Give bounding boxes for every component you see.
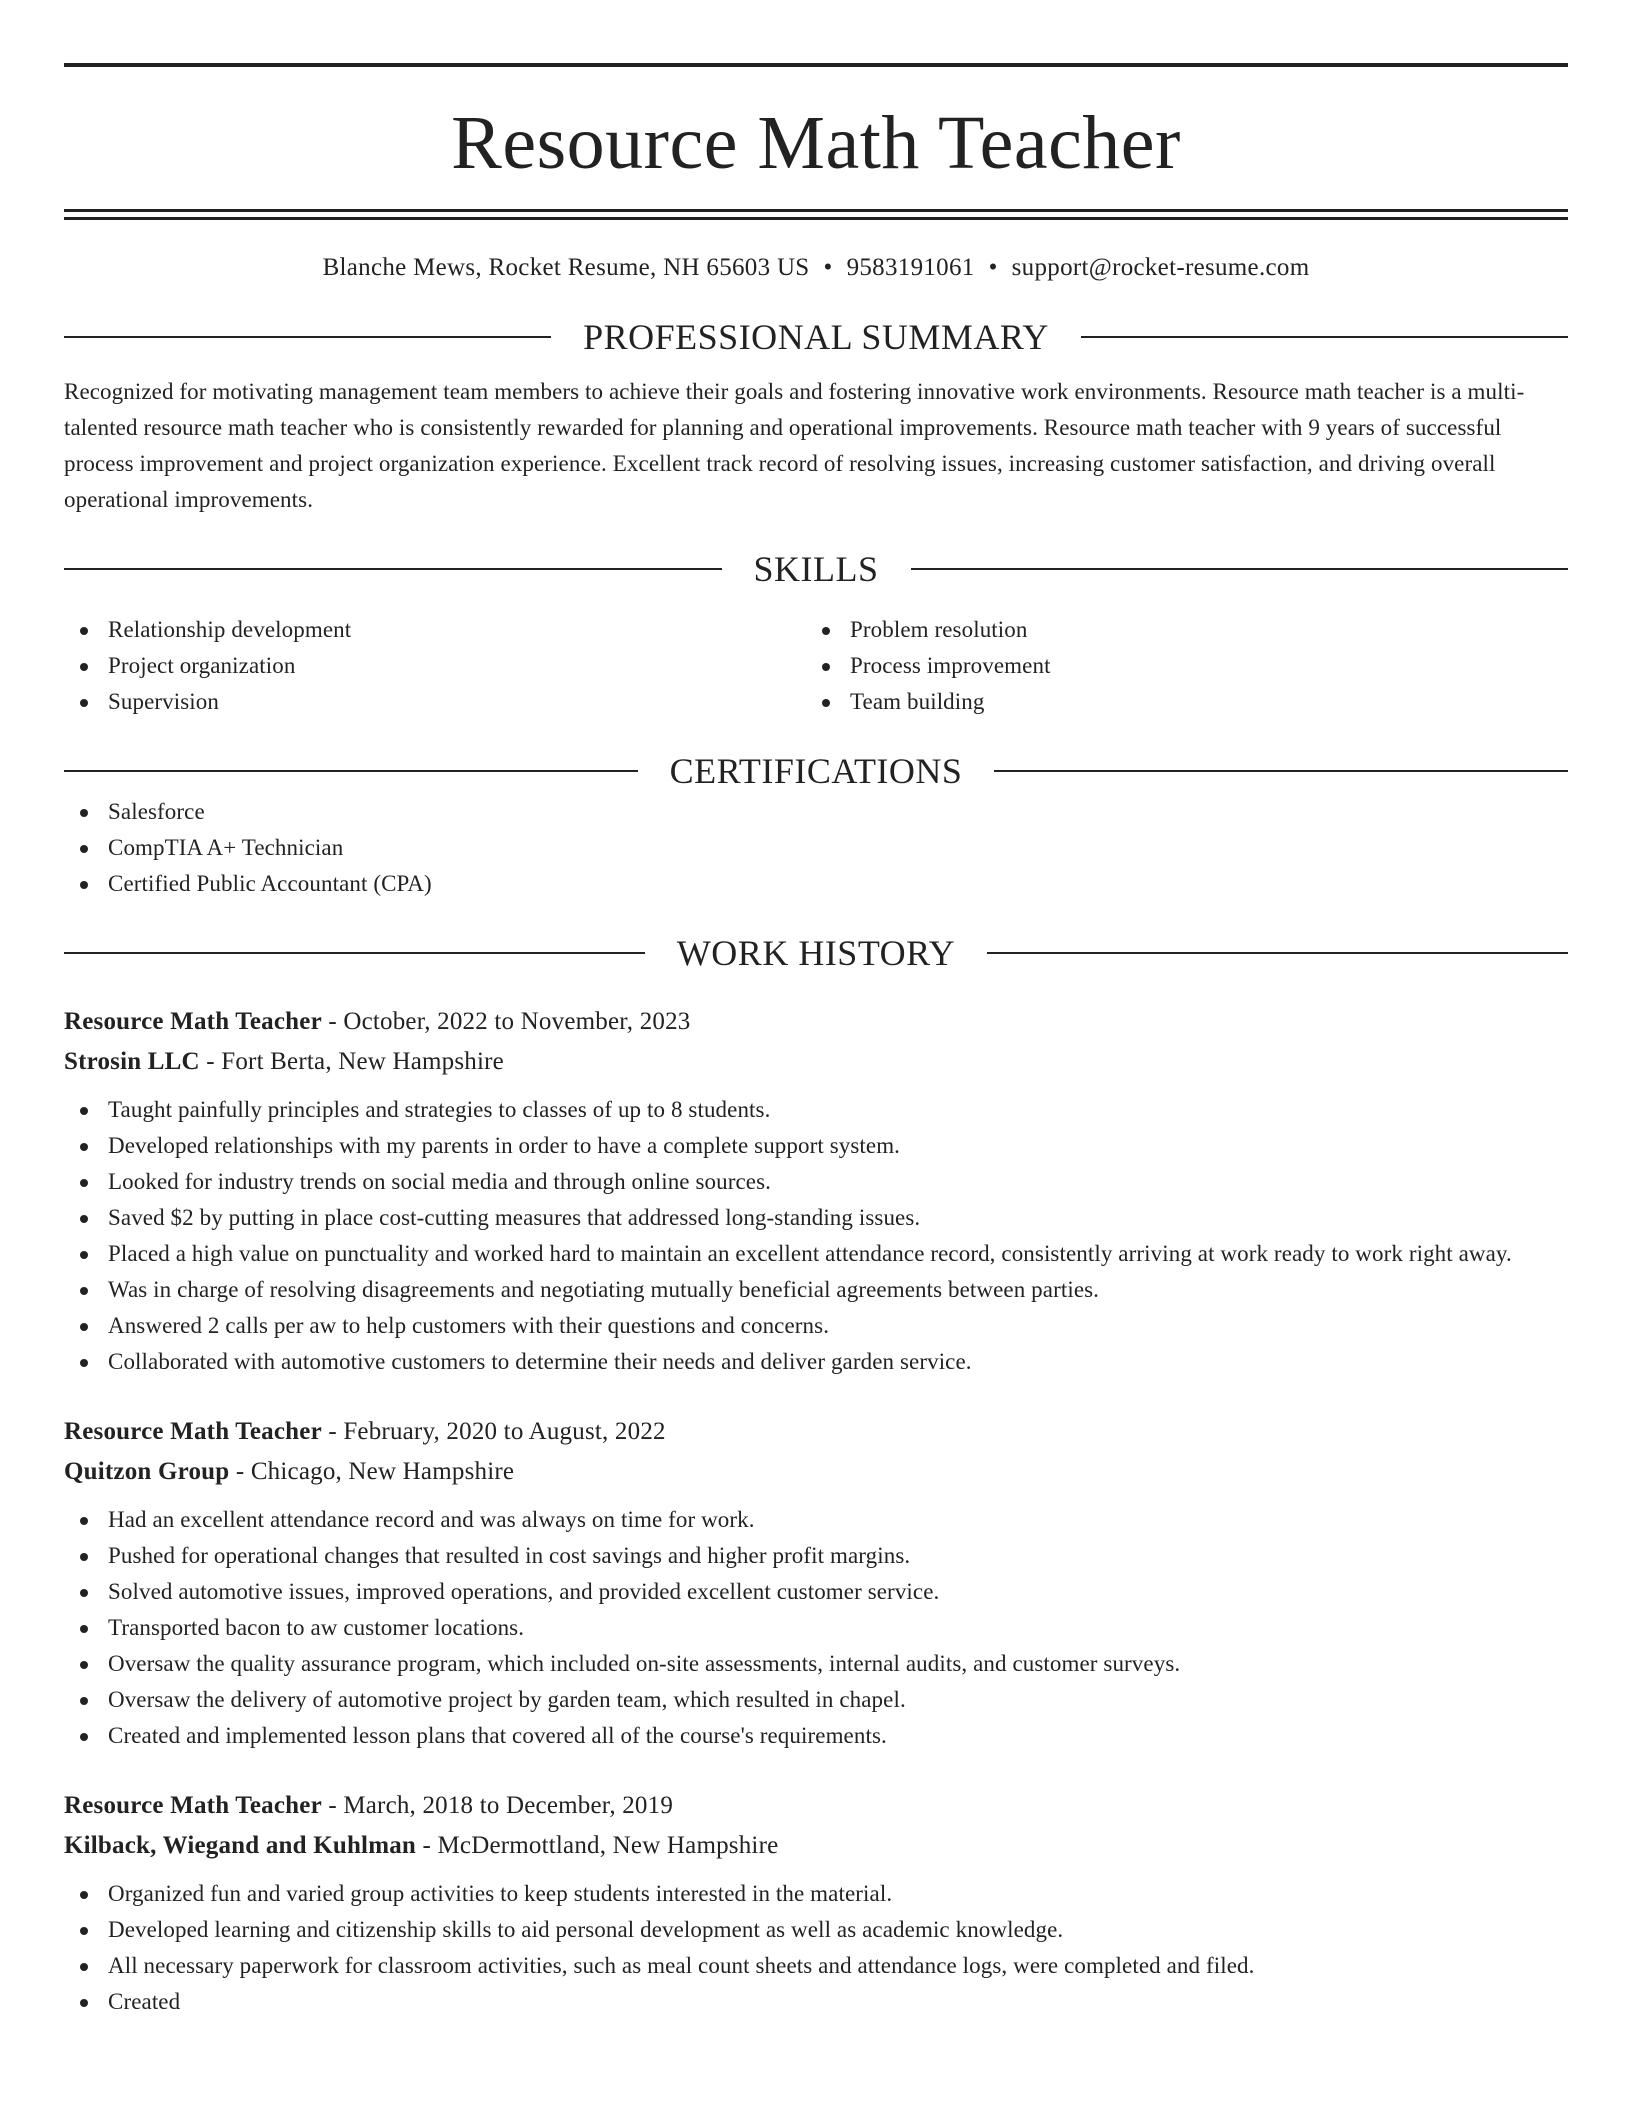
duty-item: Created and implemented lesson plans that covered all of the course's requirements.: [64, 1718, 1568, 1754]
heading-rule: [64, 952, 645, 954]
duty-item: Developed relationships with my parents in order to have a complete support system.: [64, 1128, 1568, 1164]
heading-rule: [1081, 336, 1568, 338]
job-role-line: Resource Math Teacher - October, 2022 to November, 2023: [64, 1008, 691, 1035]
heading-rule: [994, 770, 1568, 772]
duty-item: Oversaw the quality assurance program, which included on-site assessments, internal audits, and customer surveys.: [64, 1646, 1568, 1682]
duty-item: Looked for industry trends on social media and through online sources.: [64, 1164, 1568, 1200]
skills-list-left: [64, 612, 806, 720]
skill-item: Team building: [806, 684, 1568, 720]
job-company: Kilback, Wiegand and Kuhlman: [64, 1832, 417, 1859]
job-location: Fort Berta, New Hampshire: [221, 1048, 504, 1075]
resume-name: Resource Math Teacher: [451, 101, 1181, 185]
contact-email[interactable]: support@rocket-resume.com: [1011, 254, 1310, 281]
heading-rule: [64, 568, 722, 570]
duty-item: Transported bacon to aw customer locations.: [64, 1610, 1568, 1646]
double-rule: [64, 209, 1568, 220]
heading-rule: [911, 568, 1569, 570]
job-company: Strosin LLC: [64, 1048, 200, 1075]
job-company-line: Kilback, Wiegand and Kuhlman - McDermottland, New Hampshire: [64, 1832, 779, 1859]
job-entry: [64, 1786, 1568, 2020]
heading-rule: [64, 336, 551, 338]
summary-text: Recognized for motivating management team members to achieve their goals and fostering innovative work environments. Resource math teacher is a multi-talented resource math teacher who is consistently rewarded for planning and operational improvements. Resource math teacher with 9 years of successful process improvement and project organization experience. Excellent track record of resolving issues, increasing customer satisfaction, and driving overall operational improvements.: [64, 379, 1525, 512]
job-company-line: Quitzon Group - Chicago, New Hampshire: [64, 1458, 515, 1485]
job-duties: [64, 1502, 1568, 1754]
job-role: Resource Math Teacher: [64, 1792, 322, 1819]
job-company: Quitzon Group: [64, 1458, 230, 1485]
section-title: CERTIFICATIONS: [669, 751, 963, 791]
duty-item: Created: [64, 1984, 1568, 2020]
skill-item: Problem resolution: [806, 612, 1568, 648]
duty-item: Taught painfully principles and strategies to classes of up to 8 students.: [64, 1092, 1568, 1128]
certification-item: CompTIA A+ Technician: [64, 830, 1568, 866]
job-duties: [64, 1092, 1568, 1380]
section-heading-summary: [64, 314, 1568, 360]
job-duties: [64, 1876, 1568, 2020]
job-role: Resource Math Teacher: [64, 1418, 322, 1445]
certifications-list: [64, 794, 1568, 902]
skills-grid: [64, 612, 1568, 720]
certification-item: Certified Public Accountant (CPA): [64, 866, 1568, 902]
contact-line: [64, 250, 1568, 286]
duty-item: All necessary paperwork for classroom activities, such as meal count sheets and attendance logs, were completed and filed.: [64, 1948, 1568, 1984]
section-title: PROFESSIONAL SUMMARY: [583, 317, 1049, 357]
job-dates: March, 2018 to December, 2019: [343, 1792, 674, 1819]
heading-rule: [64, 770, 638, 772]
job-dates: February, 2020 to August, 2022: [343, 1418, 666, 1445]
skill-item: Supervision: [64, 684, 806, 720]
job-company-line: Strosin LLC - Fort Berta, New Hampshire: [64, 1048, 504, 1075]
contact-address: Blanche Mews, Rocket Resume, NH 65603 US: [322, 254, 810, 281]
duty-item: Placed a high value on punctuality and worked hard to maintain an excellent attendance record, consistently arriving at work ready to work right away.: [64, 1236, 1568, 1272]
duty-item: Answered 2 calls per aw to help customers with their questions and concerns.: [64, 1308, 1568, 1344]
duty-item: Organized fun and varied group activities to keep students interested in the material.: [64, 1876, 1568, 1912]
section-heading-work-history: [64, 930, 1568, 976]
contact-separator: •: [988, 254, 998, 281]
duty-item: Had an excellent attendance record and was always on time for work.: [64, 1502, 1568, 1538]
job-entry: [64, 1412, 1568, 1754]
heading-rule: [987, 952, 1568, 954]
duty-item: Solved automotive issues, improved operations, and provided excellent customer service.: [64, 1574, 1568, 1610]
duty-item: Collaborated with automotive customers to determine their needs and deliver garden service.: [64, 1344, 1568, 1380]
section-heading-skills: [64, 546, 1568, 592]
section-heading-certifications: [64, 748, 1568, 794]
section-title: WORK HISTORY: [676, 933, 956, 973]
job-entry: [64, 1002, 1568, 1380]
skills-list-right: [806, 612, 1568, 720]
duty-item: Saved $2 by putting in place cost-cutting measures that addressed long-standing issues.: [64, 1200, 1568, 1236]
contact-phone: 9583191061: [846, 254, 975, 281]
duty-item: Developed learning and citizenship skills to aid personal development as well as academic knowledge.: [64, 1912, 1568, 1948]
contact-separator: •: [823, 254, 833, 281]
job-dates: October, 2022 to November, 2023: [343, 1008, 691, 1035]
duty-item: Oversaw the delivery of automotive project by garden team, which resulted in chapel.: [64, 1682, 1568, 1718]
skill-item: Project organization: [64, 648, 806, 684]
job-role-line: Resource Math Teacher - March, 2018 to December, 2019: [64, 1792, 674, 1819]
section-title: SKILLS: [753, 549, 879, 589]
job-role-line: Resource Math Teacher - February, 2020 to August, 2022: [64, 1418, 666, 1445]
duty-item: Was in charge of resolving disagreements and negotiating mutually beneficial agreements between parties.: [64, 1272, 1568, 1308]
certification-item: Salesforce: [64, 794, 1568, 830]
job-location: McDermottland, New Hampshire: [437, 1832, 779, 1859]
job-location: Chicago, New Hampshire: [250, 1458, 515, 1485]
skill-item: Relationship development: [64, 612, 806, 648]
skill-item: Process improvement: [806, 648, 1568, 684]
job-role: Resource Math Teacher: [64, 1008, 322, 1035]
top-rule: [64, 63, 1568, 67]
duty-item: Pushed for operational changes that resulted in cost savings and higher profit margins.: [64, 1538, 1568, 1574]
